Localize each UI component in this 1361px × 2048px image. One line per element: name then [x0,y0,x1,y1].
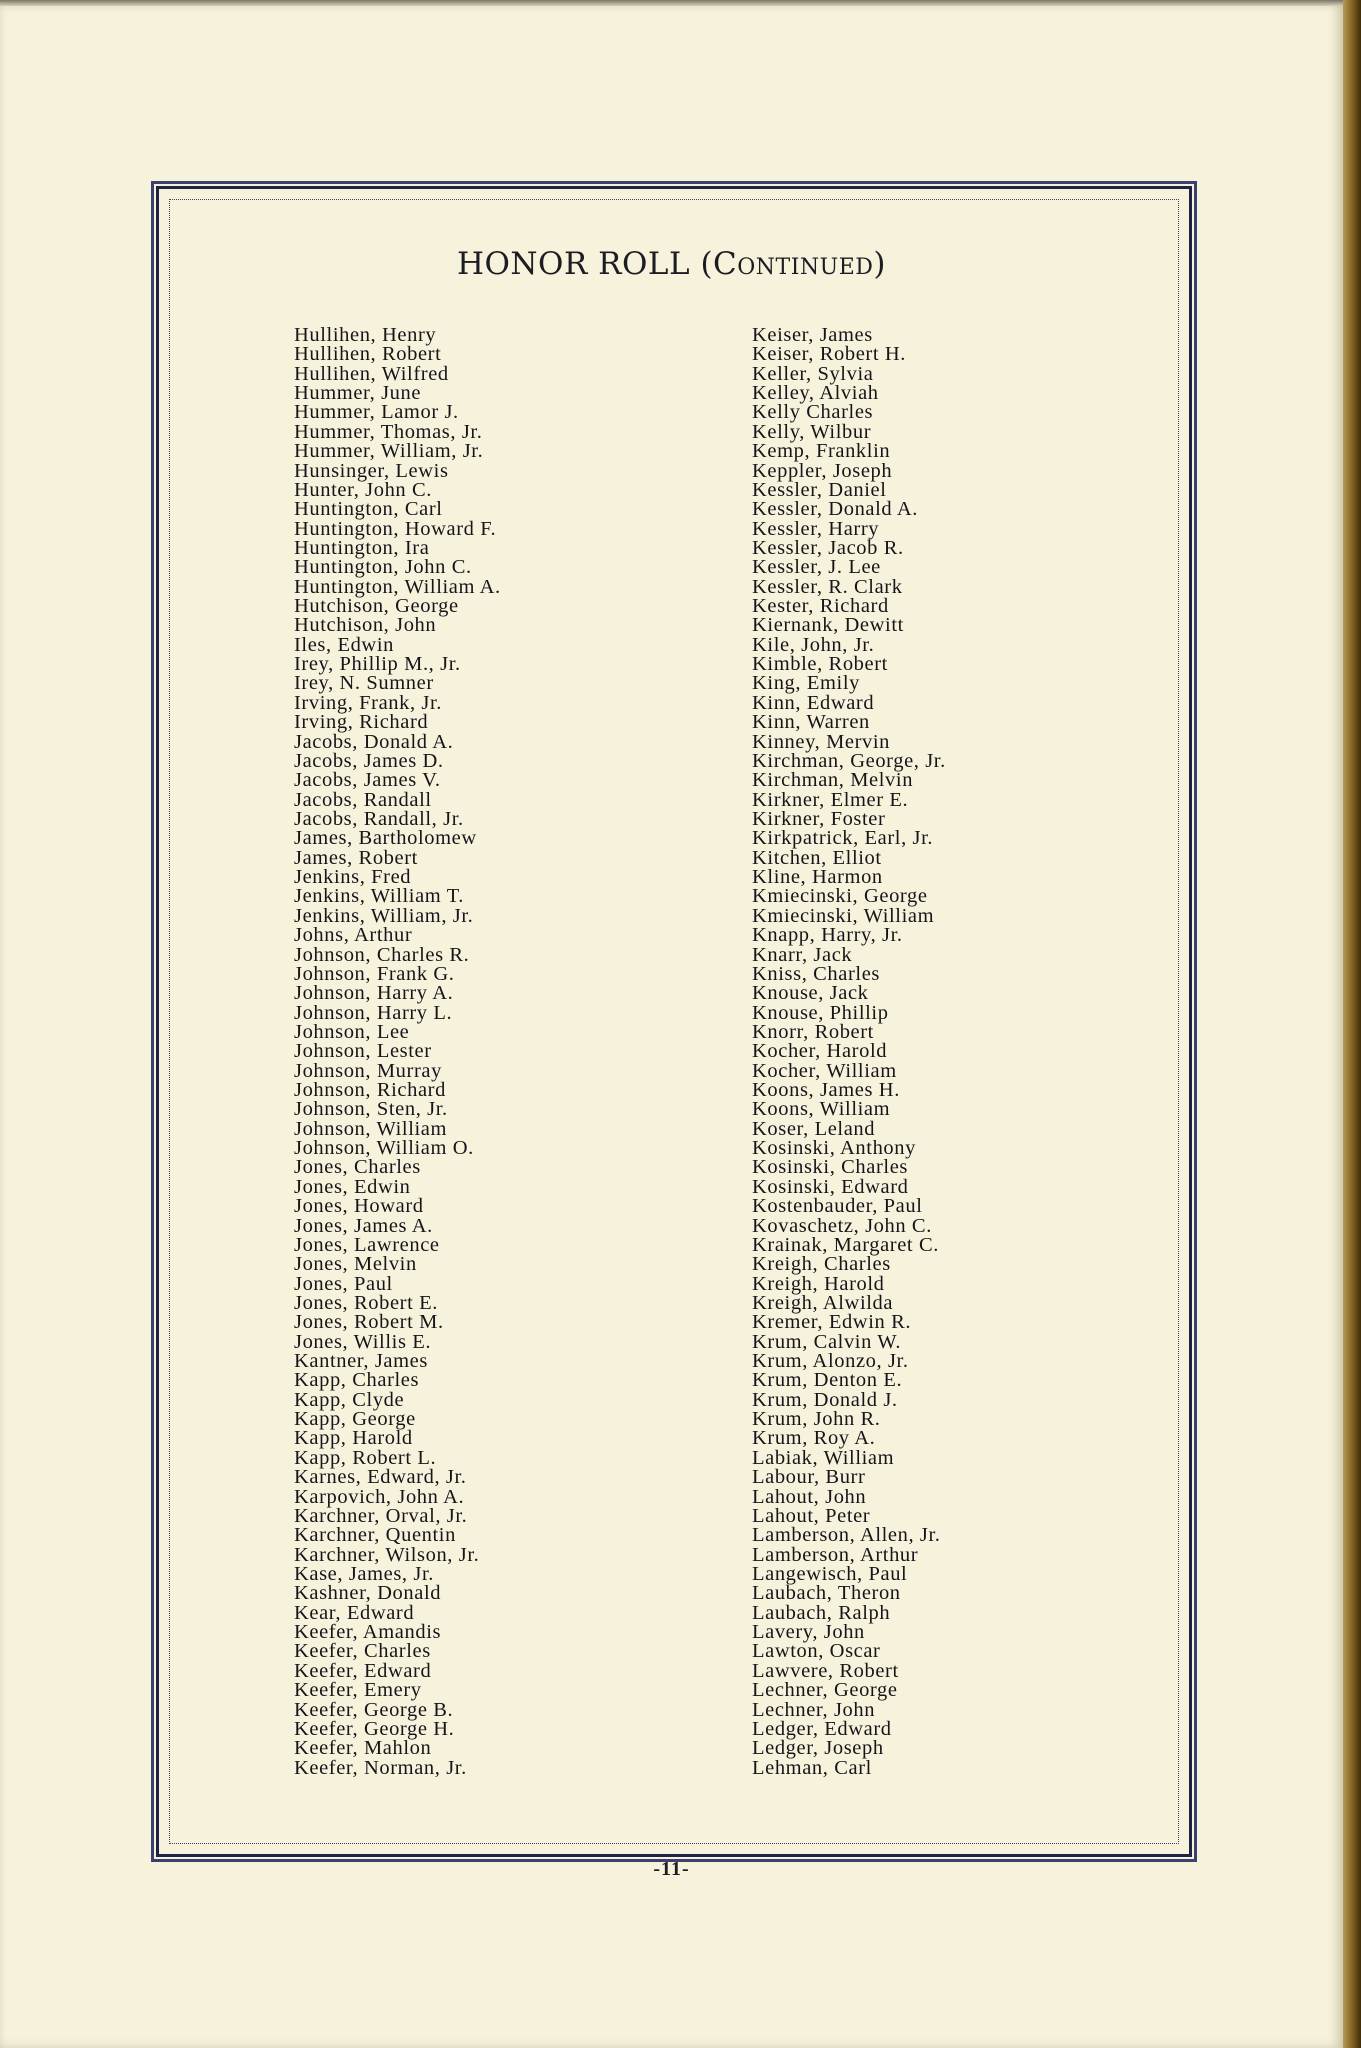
honor-roll-name: Labour, Burr [752,1466,866,1489]
honor-roll-name: Kessler, Donald A. [752,498,918,521]
honor-roll-name: Kimble, Robert [752,653,888,676]
honor-roll-name: Keller, Sylvia [752,362,874,385]
honor-roll-name: Kapp, Harold [294,1427,413,1450]
honor-roll-name: Langewisch, Paul [752,1563,908,1585]
honor-roll-name: Hummer, Thomas, Jr. [294,420,483,443]
honor-roll-name: Kile, John, Jr. [752,633,875,656]
honor-roll-name: Kirchman, Melvin [752,769,914,792]
honor-roll-name: Kashner, Donald [294,1582,442,1605]
honor-roll-name: Kreigh, Charles [752,1253,891,1276]
honor-roll-name: Jones, Melvin [294,1253,417,1276]
honor-roll-name: James, Bartholomew [294,827,477,850]
honor-roll-name: Jones, James A. [294,1214,433,1237]
honor-roll-name: Knouse, Jack [752,982,869,1005]
honor-roll-name: Keefer, George B. [294,1698,454,1721]
honor-roll-name: Krum, Donald J. [752,1388,898,1411]
honor-roll-name: Huntington, John C. [294,556,472,579]
honor-roll-name: Huntington, Howard F. [294,517,497,540]
honor-roll-name: Kase, James, Jr. [294,1563,434,1585]
honor-roll-name: Kelly, Wilbur [752,420,872,443]
honor-roll-name: Jacobs, James D. [294,749,444,772]
honor-roll-name: Johns, Arthur [294,924,413,947]
honor-roll-name: James, Robert [294,846,418,869]
honor-roll-name: Irving, Richard [294,711,429,734]
honor-roll-name: Keppler, Joseph [752,459,893,482]
honor-roll-name: Jones, Howard [294,1195,424,1218]
honor-roll-name: Ledger, Joseph [752,1737,884,1760]
honor-roll-name: Kessler, Daniel [752,478,887,501]
honor-roll-name: Johnson, Murray [294,1059,442,1082]
honor-roll-name: Keefer, Charles [294,1640,431,1663]
honor-roll-name: Johnson, Lee [294,1020,410,1043]
honor-roll-name: Kirkner, Elmer E. [752,788,909,811]
honor-roll-name: Kessler, Jacob R. [752,536,904,559]
title-continued: (Continued) [700,246,887,282]
honor-roll-name: Kirkpatrick, Earl, Jr. [752,827,934,850]
honor-roll-name: Krum, Calvin W. [752,1330,902,1353]
honor-roll-name: Kocher, Harold [752,1040,888,1063]
honor-roll-name: Kitchen, Elliot [752,846,882,869]
honor-roll-name: Knarr, Jack [752,943,853,966]
honor-roll-name: Labiak, William [752,1446,895,1469]
honor-roll-name: Hunter, John C. [294,478,433,501]
page-top-edge [0,0,1343,6]
honor-roll-name: Koons, James H. [752,1079,900,1102]
honor-roll-name: Johnson, William O. [294,1137,474,1160]
honor-roll-name: Lahout, Peter [752,1504,871,1527]
honor-roll-name: Krainak, Margaret C. [752,1233,939,1256]
honor-roll-name: Kessler, R. Clark [752,575,903,598]
honor-roll-name: Jones, Charles [294,1156,421,1179]
honor-roll-name: Johnson, Charles R. [294,943,470,966]
honor-roll-name: Kostenbauder, Paul [752,1195,923,1218]
honor-roll-name: Keiser, Robert H. [752,343,906,366]
honor-roll-name: Keefer, George H. [294,1717,455,1740]
honor-roll-name: Hutchison, George [294,595,459,618]
honor-roll-name: Krum, Roy A. [752,1427,876,1450]
honor-roll-name: Keefer, Edward [294,1659,432,1682]
honor-roll-name: Hullihen, Wilfred [294,362,449,385]
honor-roll-name: Koons, William [752,1098,891,1121]
honor-roll-name: Kiernank, Dewitt [752,614,904,637]
honor-roll-name: Jenkins, William, Jr. [294,904,474,927]
honor-roll-name: Jenkins, William T. [294,885,465,908]
honor-roll-name: Jones, Robert E. [294,1291,438,1314]
honor-roll-name: Knorr, Robert [752,1020,874,1043]
honor-roll-name: Hummer, Lamor J. [294,401,459,424]
honor-roll-name: Kapp, Charles [294,1369,420,1392]
honor-roll-name: Johnson, Sten, Jr. [294,1098,448,1121]
honor-roll-name: Kremer, Edwin R. [752,1311,912,1334]
honor-roll-name: Kline, Harmon [752,866,883,889]
honor-roll-name: Johnson, Richard [294,1079,446,1102]
honor-roll-name: Johnson, Lester [294,1040,432,1063]
honor-roll-name: Karchner, Quentin [294,1524,456,1547]
honor-roll-name: Kapp, Clyde [294,1388,405,1411]
honor-roll-name: Karchner, Wilson, Jr. [294,1543,480,1566]
honor-roll-name: Kapp, Robert L. [294,1446,437,1469]
honor-roll-name: Keefer, Emery [294,1679,422,1702]
honor-roll-name: Laubach, Theron [752,1582,901,1605]
honor-roll-name: Kmiecinski, William [752,904,935,927]
honor-roll-left-column [294,326,501,1778]
honor-roll-name: Johnson, William [294,1117,448,1140]
book-spine [1343,0,1361,2048]
honor-roll-name: Karnes, Edward, Jr. [294,1466,467,1489]
honor-roll-name: Jacobs, Randall, Jr. [294,807,464,830]
honor-roll-name: Kinn, Warren [752,711,870,734]
honor-roll-name: Keefer, Mahlon [294,1737,432,1760]
honor-roll-name: Kirchman, George, Jr. [752,749,946,772]
honor-roll-name: Kinney, Mervin [752,730,891,753]
page-title [0,246,1343,282]
honor-roll-name: Kear, Edward [294,1601,415,1624]
honor-roll-name: Kovaschetz, John C. [752,1214,932,1237]
honor-roll-name: Hunsinger, Lewis [294,459,449,482]
title-main: HONOR ROLL [456,246,691,282]
honor-roll-name: Keefer, Norman, Jr. [294,1756,467,1779]
honor-roll-name: Lawvere, Robert [752,1659,899,1682]
honor-roll-name: Lawton, Oscar [752,1640,881,1663]
honor-roll-name: Kosinski, Edward [752,1175,909,1198]
honor-roll-name: Huntington, Carl [294,498,443,521]
honor-roll-name: Kreigh, Alwilda [752,1291,894,1314]
honor-roll-name: Kantner, James [294,1350,428,1373]
honor-roll-name: Irey, N. Sumner [294,672,434,695]
honor-roll-name: Irey, Phillip M., Jr. [294,653,461,676]
honor-roll-name: Kreigh, Harold [752,1272,885,1295]
honor-roll-name: Karchner, Orval, Jr. [294,1504,468,1527]
honor-roll-name: Jones, Willis E. [294,1330,432,1353]
honor-roll-name: Ledger, Edward [752,1717,892,1740]
honor-roll-name: Johnson, Frank G. [294,962,455,985]
honor-roll-name: Irving, Frank, Jr. [294,691,443,714]
honor-roll-name: Hullihen, Robert [294,343,442,366]
honor-roll-name: Jones, Edwin [294,1175,411,1198]
honor-roll-name: Hullihen, Henry [294,324,437,346]
honor-roll-name: Keefer, Amandis [294,1621,442,1644]
honor-roll-right-column [752,326,946,1778]
honor-roll-name: Jacobs, James V. [294,769,441,792]
honor-roll-name: Huntington, Ira [294,536,430,559]
honor-roll-name: Kirkner, Foster [752,807,886,830]
honor-roll-name: Knouse, Phillip [752,1001,889,1024]
honor-roll-name: Krum, John R. [752,1408,881,1431]
honor-roll-name: Krum, Denton E. [752,1369,903,1392]
honor-roll-name: Jacobs, Randall [294,788,432,811]
honor-roll-name: Kessler, Harry [752,517,880,540]
honor-roll-name: Keiser, James [752,324,873,346]
honor-roll-name: Kniss, Charles [752,962,880,985]
honor-roll-name: Johnson, Harry A. [294,982,454,1005]
honor-roll-name: Lamberson, Allen, Jr. [752,1524,941,1547]
honor-roll-name: Jacobs, Donald A. [294,730,454,753]
honor-roll-name: Lehman, Carl [752,1756,872,1779]
honor-roll-name: King, Emily [752,672,860,695]
honor-roll-name: Krum, Alonzo, Jr. [752,1350,909,1373]
honor-roll-name: Hummer, June [294,382,422,405]
honor-roll-name: Huntington, William A. [294,575,501,598]
honor-roll-name: Kosinski, Charles [752,1156,908,1179]
honor-roll-name: Lechner, John [752,1698,876,1721]
honor-roll-name: Hummer, William, Jr. [294,440,484,463]
honor-roll-name: Jones, Robert M. [294,1311,444,1334]
honor-roll-name: Kinn, Edward [752,691,875,714]
honor-roll-name: Karpovich, John A. [294,1485,465,1508]
honor-roll-name: Lamberson, Arthur [752,1543,919,1566]
honor-roll-name: Kapp, George [294,1408,416,1431]
honor-roll-name: Kelly Charles [752,401,874,424]
honor-roll-name: Kocher, William [752,1059,897,1082]
page-number: -11- [653,1858,690,1880]
honor-roll-name: Johnson, Harry L. [294,1001,453,1024]
honor-roll-name: Kester, Richard [752,595,889,618]
honor-roll-name: Hutchison, John [294,614,437,637]
honor-roll-name: Lahout, John [752,1485,867,1508]
honor-roll-name: Jones, Paul [294,1272,393,1295]
honor-roll-name: Jones, Lawrence [294,1233,440,1256]
honor-roll-name: Laubach, Ralph [752,1601,891,1624]
honor-roll-name: Kemp, Franklin [752,440,891,463]
honor-roll-name: Lechner, George [752,1679,898,1702]
honor-roll-name: Kmiecinski, George [752,885,928,908]
honor-roll-name: Kessler, J. Lee [752,556,881,579]
honor-roll-name: Koser, Leland [752,1117,876,1140]
honor-roll-name: Iles, Edwin [294,633,394,656]
honor-roll-name: Kosinski, Anthony [752,1137,916,1160]
honor-roll-name: Lavery, John [752,1621,865,1644]
honor-roll-name: Jenkins, Fred [294,866,412,889]
honor-roll-name: Kelley, Alviah [752,382,879,405]
honor-roll-name: Knapp, Harry, Jr. [752,924,903,947]
